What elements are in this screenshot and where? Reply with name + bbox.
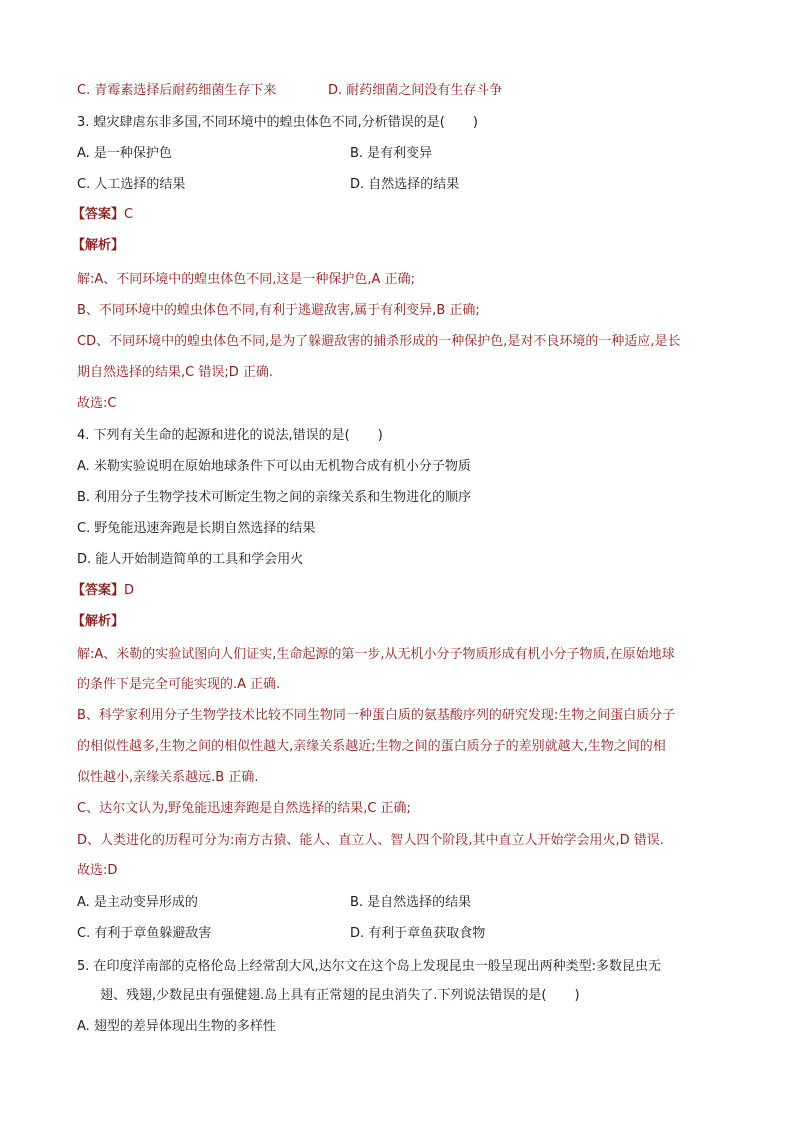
q5-stem-line-1: 5. 在印度洋南部的克格伦岛上经常刮大风,达尔文在这个岛上发现昆虫一般呈现出两种类型:多数昆虫无 [77,959,662,974]
q4-option-d: D. 能人开始制造简单的工具和学会用火 [77,552,304,567]
q2-option-d: D. 耐药细菌之间没有生存斗争 [328,83,503,98]
q4-option-b: B. 利用分子生物学技术可断定生物之间的亲缘关系和生物进化的顺序 [77,490,472,505]
answer-tag: 【答案】 [72,583,125,598]
q4-stem [77,427,383,445]
q2-option-c: C. 青霉素选择后耐药细菌生存下来 [77,83,277,98]
q4-analysis-line-7: D、人类进化的历程可分为:南方古猿、能人、直立人、智人四个阶段,其中直立人开始学会用火,D 错误. [77,833,664,848]
answer-tag: 【答案】 [72,207,125,222]
q4-analysis-line-1: 解:A、米勒的实验试图向人们证实,生命起源的第一步,从无机小分子物质形成有机小分子物质,在原始地球 [77,647,675,662]
q3-stem-text: 3. 蝗灾肆虐东非多国,不同环境中的蝗虫体色不同,分析错误的是( [77,115,445,130]
q4-stem-close: ) [377,428,383,443]
q4-option-c: C. 野兔能迅速奔跑是长期自然选择的结果 [77,521,316,536]
q4-analysis-line-4: 的相似性越多,生物之间的相似性越大,亲缘关系越近;生物之间的蛋白质分子的差别就越大,生物之间的相 [77,739,666,754]
q3-analysis-line-3: CD、不同环境中的蝗虫体色不同,是为了躲避敌害的捕杀形成的一种保护色,是对不良环境的一种适应,是长 [77,334,681,349]
q5-stem-line-2 [100,987,580,1005]
answer-value: C [124,207,134,222]
q3-option-c: C. 人工选择的结果 [77,177,186,192]
q4-option-a: A. 米勒实验说明在原始地球条件下可以由无机物合成有机小分子物质 [77,459,471,474]
q4-analysis-line-8: 故选:D [77,863,118,878]
answer-value: D [124,583,135,598]
q4-answer [72,582,134,600]
q4-analysis-tag: 【解析】 [72,614,125,629]
q4-analysis-line-6: C、达尔文认为,野兔能迅速奔跑是自然选择的结果,C 正确; [77,801,411,816]
stray-option-a: A. 是主动变异形成的 [77,895,198,910]
stray-option-c: C. 有利于章鱼躲避敌害 [77,926,212,941]
q3-analysis-line-4: 期自然选择的结果,C 错误;D 正确. [77,365,273,380]
q5-stem-text: 翅、残翅,少数昆虫有强健翅.岛上具有正常翅的昆虫消失了.下列说法错误的是( [100,988,547,1003]
stray-option-d: D. 有利于章鱼获取食物 [350,926,486,941]
q3-option-d: D. 自然选择的结果 [350,177,460,192]
q3-analysis-line-2: B、不同环境中的蝗虫体色不同,有利于逃避敌害,属于有利变异,B 正确; [77,303,480,318]
q3-stem-close: ) [472,115,478,130]
q3-stem [77,114,478,132]
q3-analysis-line-5: 故选:C [77,396,117,411]
q4-analysis-line-5: 似性越小,亲缘关系越远.B 正确. [77,770,259,785]
q4-analysis-line-2: 的条件下是完全可能实现的.A 正确. [77,677,281,692]
q3-analysis-line-1: 解:A、不同环境中的蝗虫体色不同,这是一种保护色,A 正确; [77,272,415,287]
q5-stem-close: ) [574,988,580,1003]
q3-option-b: B. 是有利变异 [350,146,433,161]
q5-option-a: A. 翅型的差异体现出生物的多样性 [77,1019,276,1034]
stray-option-b: B. 是自然选择的结果 [350,895,472,910]
q3-option-a: A. 是一种保护色 [77,146,172,161]
q3-analysis-tag: 【解析】 [72,238,125,253]
q3-answer [72,206,133,224]
q4-analysis-line-3: B、科学家利用分子生物学技术比较不同生物同一种蛋白质的氨基酸序列的研究发现:生物之间蛋白质分子 [77,708,676,723]
q4-stem-text: 4. 下列有关生命的起源和进化的说法,错误的是( [77,428,350,443]
